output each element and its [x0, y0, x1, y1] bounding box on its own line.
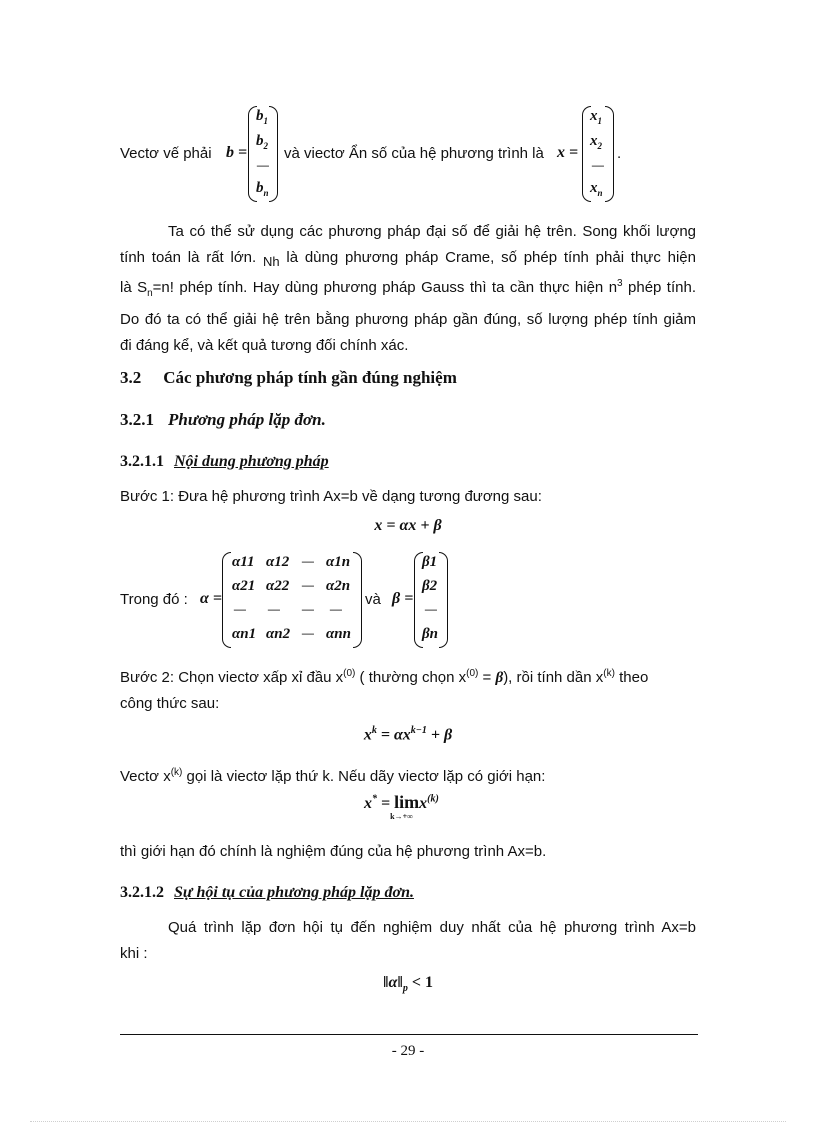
convergence-condition: $‖\alpha‖_p < 1$: [383, 974, 434, 995]
step1-text: Bước 1: Đưa hệ phương trình Ax=b về dạng tương đương sau:: [120, 488, 542, 505]
page-bottom-dotted-line: [30, 1121, 786, 1122]
recurrence-equation: $x^k = \alpha x^{k-1} + \beta$: [363, 725, 453, 744]
beta-entry: —: [425, 602, 437, 616]
alpha-matrix: [222, 552, 362, 648]
step2-text-cont: công thức sau:: [120, 695, 220, 712]
beta-entry: β2: [422, 578, 438, 594]
alpha-entry: α12: [266, 554, 290, 570]
step2-text: Bước 2: Chọn viectơ xấp xỉ đầu $x^{(0)}$ ( thường chọn $x^{(0)} = \beta$), rồi tính dần $x^{(k)}$ theo: [120, 668, 649, 686]
page-number: - 29 -: [391, 1043, 425, 1059]
alpha-entry: αn2: [266, 626, 291, 642]
footer-rule: [120, 1034, 698, 1035]
section-3-2-1-1-heading: 3.2.1.1 Nội dung phương pháp: [120, 453, 329, 470]
beta-vector-matrix: [414, 552, 448, 648]
beta-entry: β1: [422, 554, 438, 570]
b-vector-entry: $b_2$: [256, 133, 268, 151]
beta-entry: βn: [422, 626, 439, 642]
x-symbol: x =: [557, 144, 579, 161]
alpha-entry: —: [302, 578, 314, 592]
convergence-paragraph: Quá trình lặp đơn hội tụ đến nghiệm duy nhất của hệ phương trình Ax=b khi :: [120, 919, 696, 962]
x-vector-entry: $x_n$: [590, 180, 603, 198]
limit-text: thì giới hạn đó chính là nghiệm đúng của hệ phương trình Ax=b.: [120, 843, 547, 860]
alpha-entry: —: [330, 602, 342, 616]
section-3-2-heading: 3.2 Các phương pháp tính gần đúng nghiệm: [120, 368, 457, 387]
b-vector-matrix: [248, 106, 278, 202]
limit-equation: x* = lim k→+∞ $x^{(k)}$: [364, 792, 439, 821]
x-vector-matrix: [582, 106, 614, 202]
b-symbol: b =: [226, 144, 248, 161]
alpha-entry: α1n: [326, 554, 351, 570]
x-vector-entry: $x_2$: [590, 133, 602, 151]
b-vector-entry: $b_n$: [256, 180, 269, 198]
iteration-equation: x = αx + β: [374, 517, 442, 534]
intro-paragraph: Ta có thể sử dụng các phương pháp đại số để giải hệ trên. Song khối lượng tính toán là rất lớn. Nh là dùng phương pháp Crame, số phép tính phải thực hiện là $S_n=n$! phép tính. Hay dùng phương pháp Gauss thì ta cần thực hiện $n^3$ phép tính. Do đó ta có thể giải hệ trên bằng phương pháp gần đúng, số lượng phép tính giảm đi đáng kể, và kết quả tương đối chính xác.: [120, 223, 696, 354]
vector-rhs-label: Vectơ vế phải: [120, 145, 212, 162]
section-3-2-1-2-heading: 3.2.1.2 Sự hội tụ của phương pháp lặp đơn.: [120, 884, 414, 901]
x-vector-entry: —: [592, 158, 604, 172]
x-vector-entry: $x_1$: [590, 108, 602, 126]
and-label: và: [365, 591, 381, 608]
alpha-entry: αn1: [232, 626, 257, 642]
alpha-entry: —: [268, 602, 280, 616]
alpha-entry: αnn: [326, 626, 351, 642]
alpha-entry: α2n: [326, 578, 351, 594]
beta-symbol: β =: [392, 590, 414, 607]
period: .: [617, 145, 622, 162]
alpha-symbol: α =: [200, 590, 222, 607]
alpha-entry: —: [234, 602, 246, 616]
alpha-entry: —: [302, 554, 314, 568]
alpha-entry: α22: [266, 578, 290, 594]
b-vector-entry: —: [257, 158, 269, 172]
alpha-entry: —: [302, 602, 314, 616]
alpha-entry: α21: [232, 578, 256, 594]
where-label: Trong đó :: [120, 591, 188, 608]
section-3-2-1-heading: 3.2.1 Phương pháp lặp đơn.: [120, 410, 326, 429]
alpha-entry: α11: [232, 554, 255, 570]
alpha-entry: —: [302, 626, 314, 640]
iteration-vector-text: Vectơ $x^{(k)}$ gọi là viectơ lặp thứ k. Nếu dãy viectơ lặp có giới hạn:: [120, 767, 546, 785]
unknown-vector-label: và viectơ Ẩn số của hệ phương trình là: [284, 145, 544, 162]
b-vector-entry: $b_1$: [256, 108, 268, 126]
